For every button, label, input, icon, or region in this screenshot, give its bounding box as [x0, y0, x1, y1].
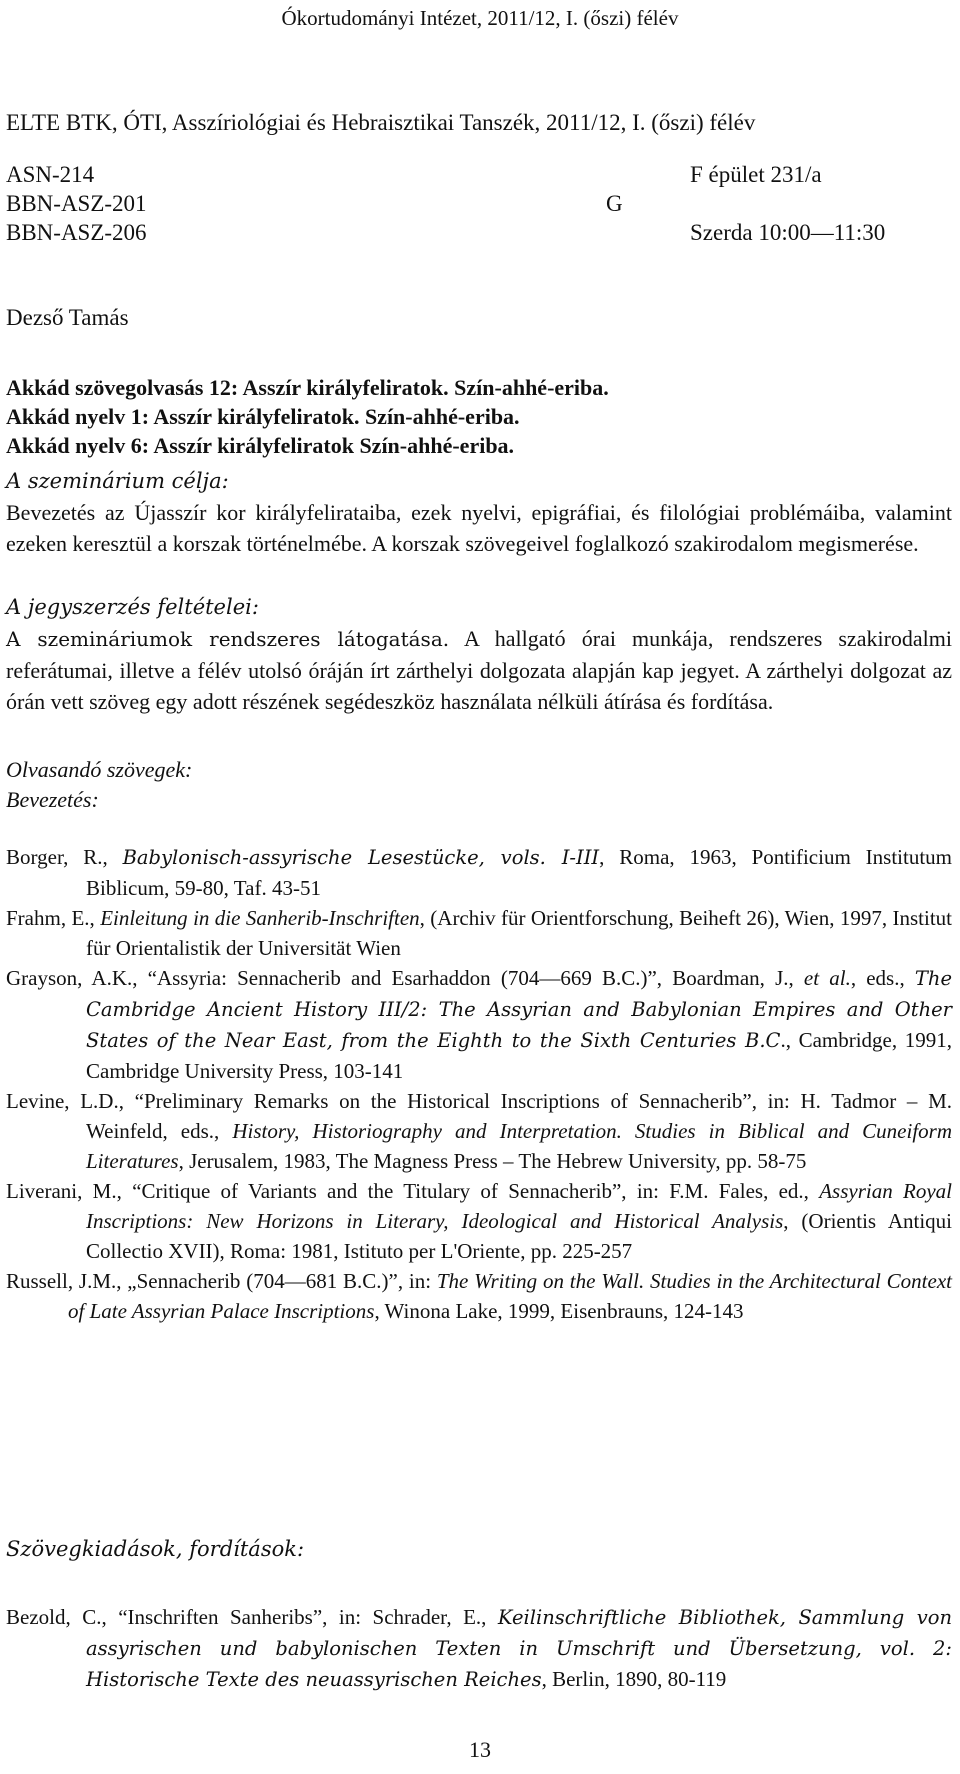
bib-entry-borger: Borger, R., Babylonisch-assyrische Lesestücke, vols. I-III, Roma, 1963, Pontificium Institutum Biblicum, 59-80, Taf. 43-51 [6, 845, 952, 900]
requirements-text-a: A szemináriumok rendszeres látogatása. [6, 627, 450, 651]
requirements-text [6, 623, 952, 717]
meeting-time: Szerda 10:00—11:30 [690, 220, 886, 245]
requirements-text-b: A hallgató órai munkája, rendszeres szakirodalmi referátumai, illetve a félév utolsó óráján írt zárthelyi dolgozata alapján kap jegyet. A zárthelyi dolgozat az órán vett szöveg egy adott részének segédeszköz használata nélküli átírása és fordítása. [6, 626, 952, 714]
course-code: ASN-214 [6, 162, 95, 187]
page-number: 13 [469, 1737, 491, 1762]
running-head: Ókortudományi Intézet, 2011/12, I. (őszi) félév [281, 6, 679, 30]
readings-heading: Olvasandó szövegek: [6, 757, 193, 782]
bib-entry-levine: Levine, L.D., “Preliminary Remarks on the Historical Inscriptions of Sennacherib”, in: H. Tadmor – M. Weinfeld, eds., History, Historiography and Interpretation. Studies in Biblical and Cuneiform Literatures, Jerusalem, 1983, The Magness Press – The Hebrew University, pp. 58-75 [6, 1089, 952, 1173]
editions-list [6, 1602, 952, 1695]
aim-heading: A szeminárium célja: [6, 469, 229, 493]
course-code-row-1 [6, 162, 946, 192]
aim-text: Bevezetés az Újasszír kor királyfelirataiba, ezek nyelvi, epigráfiai, és filológiai problémáiba, valamint ezeken keresztül a korszak történelmébe. A korszak szövegeivel foglalkozó szakirodalom megismerése. [6, 500, 952, 556]
bib-entry-bezold: Bezold, C., “Inschriften Sanheribs”, in: Schrader, E., Keilinschriftliche Bibliothek, Sammlung von assyrischen und babylonischen Texten in Umschrift und Übersetzung, vol. 2: Historische Texte des neuassyrischen Reiches, Berlin, 1890, 80-119 [6, 1605, 953, 1691]
course-title: Akkád nyelv 1: Asszír királyfeliratok. Szín-ahhé-eriba. [6, 404, 520, 429]
course-code-row-2 [6, 191, 946, 221]
department-line: ELTE BTK, ÓTI, Asszíriológiai és Hebraisztikai Tanszék, 2011/12, I. (őszi) félév [6, 110, 756, 135]
course-titles [6, 373, 609, 460]
bib-entry-grayson: Grayson, A.K., “Assyria: Sennacherib and Esarhaddon (704—669 B.C.)”, Boardman, J., et al., eds., The Cambridge Ancient History III/2: The Assyrian and Babylonian Empires and Other States of the Near East, from the Eighth to the Sixth Centuries B.C., Cambridge, 1991, Cambridge University Press, 103-141 [6, 966, 953, 1083]
course-code: BBN-ASZ-201 [6, 191, 147, 216]
bib-entry-russell: Russell, J.M., „Sennacherib (704—681 B.C.)”, in: The Writing on the Wall. Studies in the Architectural Context of Late Assyrian Palace Inscriptions, Winona Lake, 1999, Eisenbrauns, 124-143 [6, 1269, 952, 1323]
course-code: BBN-ASZ-206 [6, 220, 147, 245]
bib-entry-liverani: Liverani, M., “Critique of Variants and the Titulary of Sennacherib”, in: F.M. Fales, ed., Assyrian Royal Inscriptions: New Horizons in Literary, Ideological and Historical Analysis, (Orientis Antiqui Collectio XVII), Roma: 1981, Istituto per L'Oriente, pp. 225-257 [6, 1179, 952, 1263]
room-letter: G [606, 191, 623, 216]
reading-list [6, 842, 952, 1326]
course-code-row-3 [6, 220, 946, 250]
bib-entry-frahm: Frahm, E., Einleitung in die Sanherib-Inschriften, (Archiv für Orientforschung, Beiheft 26), Wien, 1997, Institut für Orientalistik der Universität Wien [6, 906, 952, 960]
course-title: Akkád szövegolvasás 12: Asszír királyfeliratok. Szín-ahhé-eriba. [6, 375, 609, 400]
location: F épület 231/a [690, 162, 822, 187]
editions-heading: Szövegkiadások, fordítások: [6, 1537, 305, 1561]
teacher-name: Dezső Tamás [6, 305, 129, 330]
course-title: Akkád nyelv 6: Asszír királyfeliratok Szín-ahhé-eriba. [6, 433, 515, 458]
requirements-heading: A jegyszerzés feltételei: [6, 595, 259, 619]
introduction-heading: Bevezetés: [6, 787, 99, 812]
